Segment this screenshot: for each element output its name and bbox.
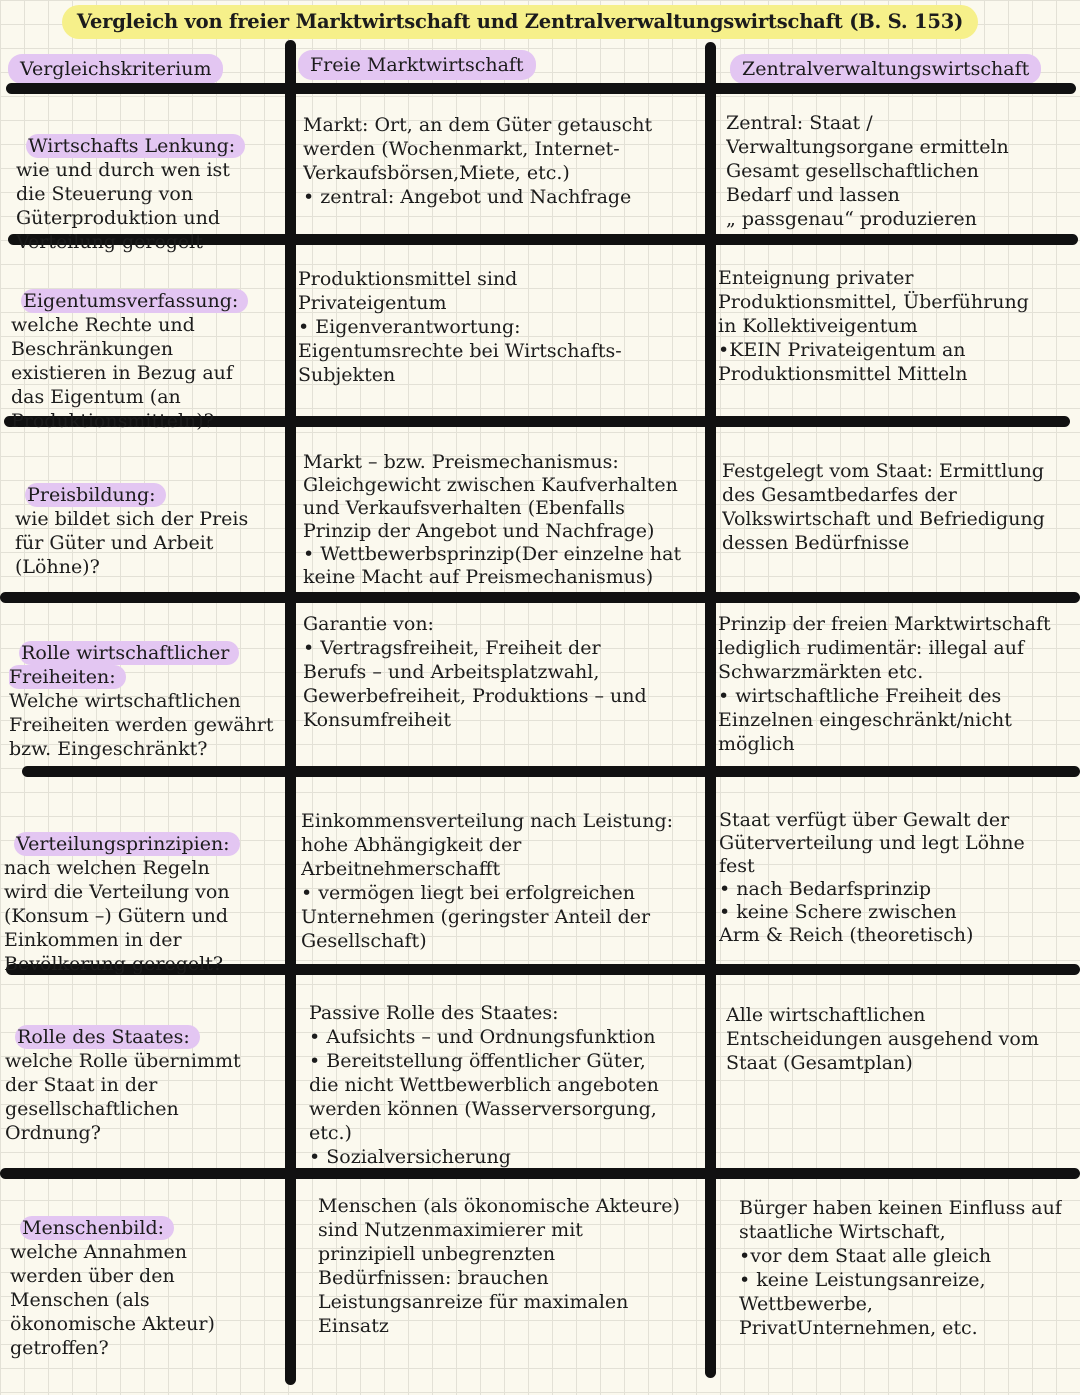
criterion-text: welche Annahmen werden über den Menschen (als ökonomische Akteur) getroffen? <box>10 1241 215 1359</box>
criterion-cell-freiheiten <box>9 617 274 785</box>
criterion-title-line-1: Rolle wirtschaftlicher <box>19 641 239 665</box>
criterion-cell-menschenbild <box>10 1192 215 1384</box>
criterion-text: wie bildet sich der Preis für Güter und Arbeit (Löhne)? <box>15 508 249 578</box>
criterion-title: Eigentumsverfassung: <box>21 289 248 313</box>
central-cell-eigentum: Enteignung privater Produktionsmittel, Überführung in Kollektiveigentum •KEIN Privateigentum an Produktionsmittel Mitteln <box>718 267 1029 385</box>
criterion-text: nach welchen Regeln wird die Verteilung von (Konsum –) Gütern und Einkommen in der Bevölkerung geregelt? <box>4 857 230 975</box>
central-cell-preisbildung: Festgelegt vom Staat: Ermittlung des Gesamtbedarfes der Volkswirtschaft und Befriedigung dessen Bedürfnisse <box>722 460 1045 554</box>
market-cell-lenkung: Markt: Ort, an dem Güter getauscht werden (Wochenmarkt, Internet- Verkaufsbörsen,Miete, etc.) • zentral: Angebot und Nachfrage <box>303 114 653 208</box>
market-cell-preisbildung: Markt – bzw. Preismechanismus: Gleichgewicht zwischen Kaufverhalten und Verkaufsverhalten (Ebenfalls Prinzip der Angebot und Nachfrage) • Wettbewerbsprinzip(Der einzelne hat keine Macht auf Preismechanismus) <box>303 451 682 588</box>
criterion-cell-preisbildung <box>15 459 248 603</box>
row-divider <box>6 83 1076 94</box>
header-criterion: Vergleichskriterium <box>8 54 223 84</box>
criterion-cell-staat <box>5 1001 241 1169</box>
market-cell-staat: Passive Rolle des Staates: • Aufsichts – und Ordnungsfunktion • Bereitstellung öffentlicher Güter, die nicht Wettbewerblich angeboten werden können (Wasserversorgung, etc.) • Sozialversicherung <box>309 1002 659 1168</box>
criterion-text: welche Rechte und Beschränkungen existieren in Bezug auf das Eigentum (an Produktionsmitteln)? <box>11 314 233 432</box>
criterion-cell-lenkung <box>16 110 245 278</box>
market-cell-menschenbild: Menschen (als ökonomische Akteure) sind Nutzenmaximierer mit prinzipiell unbegrenzten Bedürfnissen: brauchen Leistungsanreize für maximalen Einsatz <box>318 1195 680 1337</box>
criterion-cell-eigentum <box>11 265 248 457</box>
central-cell-staat: Alle wirtschaftlichen Entscheidungen ausgehend vom Staat (Gesamtplan) <box>726 1004 1039 1074</box>
criterion-cell-verteilung <box>4 808 240 1000</box>
criterion-text: welche Rolle übernimmt der Staat in der gesellschaftlichen Ordnung? <box>5 1050 241 1144</box>
row-divider <box>0 1168 1080 1179</box>
market-cell-eigentum: Produktionsmittel sind Privateigentum • Eigenverantwortung: Eigentumsrechte bei Wirtschafts- Subjekten <box>298 268 622 386</box>
market-cell-freiheiten: Garantie von: • Vertragsfreiheit, Freiheit der Berufs – und Arbeitsplatzwahl, Gewerbefreiheit, Produktions – und Konsumfreiheit <box>303 613 647 731</box>
criterion-title: Preisbildung: <box>25 483 165 507</box>
criterion-title: Wirtschafts Lenkung: <box>26 134 245 158</box>
criterion-title: Verteilungsprinzipien: <box>14 832 240 856</box>
central-cell-verteilung: Staat verfügt über Gewalt der Güterverteilung und legt Löhne fest • nach Bedarfsprinzip • keine Schere zwischen Arm & Reich (theoretisch) <box>719 809 1025 946</box>
central-cell-menschenbild: Bürger haben keinen Einfluss auf staatliche Wirtschaft, •vor dem Staat alle gleich • keine Leistungsanreize, Wettbewerbe, PrivatUnternehmen, etc. <box>739 1197 1062 1339</box>
criterion-text: Welche wirtschaftlichen Freiheiten werden gewährt bzw. Eingeschränkt? <box>9 690 274 760</box>
page-title: Vergleich von freier Marktwirtschaft und Zentralverwaltungswirtschaft (B. S. 153) <box>62 5 978 39</box>
criterion-title-line-2: Freiheiten: <box>9 665 126 689</box>
criterion-text: wie und durch wen ist die Steuerung von Güterproduktion und Verteilung geregelt <box>16 159 230 253</box>
header-market: Freie Marktwirtschaft <box>298 50 536 80</box>
market-cell-verteilung: Einkommensverteilung nach Leistung: hohe Abhängigkeit der Arbeitnehmerschafft • vermögen liegt bei erfolgreichen Unternehmen (geringster Anteil der Gesellschaft) <box>301 810 674 952</box>
criterion-title: Rolle des Staates: <box>15 1025 200 1049</box>
central-cell-freiheiten: Prinzip der freien Marktwirtschaft lediglich rudimentär: illegal auf Schwarzmärkten etc. • wirtschaftliche Freiheit des Einzelnen eingeschränkt/nicht möglich <box>718 613 1051 755</box>
central-cell-lenkung: Zentral: Staat / Verwaltungsorgane ermitteln Gesamt gesellschaftlichen Bedarf und lassen „ passgenau“ produzieren <box>726 112 1009 230</box>
criterion-title: Menschenbild: <box>20 1216 174 1240</box>
header-central: Zentralverwaltungswirtschaft <box>730 54 1041 84</box>
